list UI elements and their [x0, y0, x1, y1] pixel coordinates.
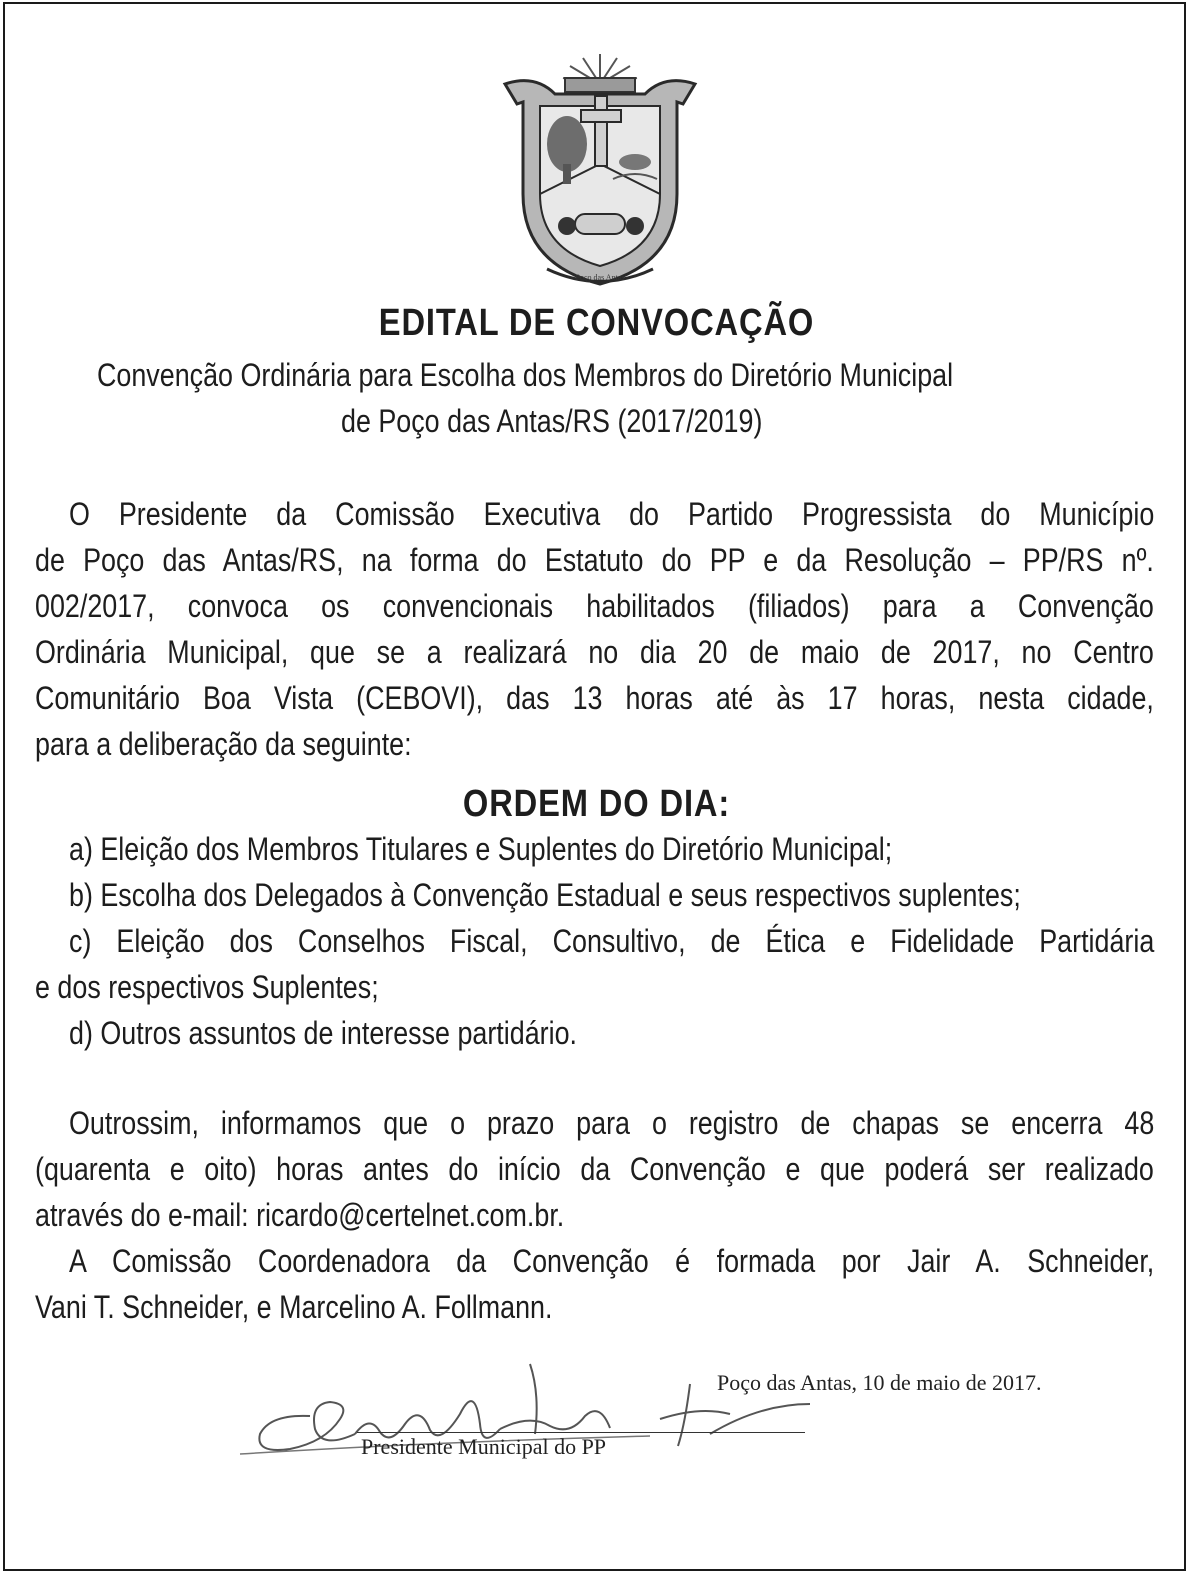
- place-date: Poço das Antas, 10 de maio de 2017.: [717, 1370, 1042, 1395]
- notice-frame: [3, 2, 1186, 1571]
- notice-line: através do e-mail: ricardo@certelnet.com.br.: [35, 1197, 565, 1233]
- agenda-item: a) Eleição dos Membros Titulares e Suplentes do Diretório Municipal;: [69, 831, 893, 867]
- agenda-item: e dos respectivos Suplentes;: [35, 969, 379, 1005]
- notice-line: (quarenta e oito) horas antes do início da Convenção e que poderá ser realizado: [35, 1151, 1154, 1187]
- notice-line: Outrossim, informamos que o prazo para o registro de chapas se encerra 48: [69, 1105, 1155, 1141]
- intro-line: 002/2017, convoca os convencionais habilitados (filiados) para a Convenção: [35, 588, 1154, 624]
- intro-line: O Presidente da Comissão Executiva do Partido Progressista do Município: [69, 496, 1155, 532]
- notice-title: EDITAL DE CONVOCAÇÃO: [378, 302, 815, 344]
- subtitle-line-2: de Poço das Antas/RS (2017/2019): [341, 403, 763, 439]
- subtitle-line-1: Convenção Ordinária para Escolha dos Membros do Diretório Municipal: [97, 357, 954, 393]
- committee-line: Vani T. Schneider, e Marcelino A. Follmann.: [35, 1289, 553, 1325]
- municipal-coat-of-arms: [495, 44, 705, 294]
- agenda-item: c) Eleição dos Conselhos Fiscal, Consultivo, de Ética e Fidelidade Partidária: [69, 923, 1155, 959]
- signature-line: [357, 1432, 805, 1433]
- intro-line: de Poço das Antas/RS, na forma do Estatuto do PP e da Resolução – PP/RS nº.: [35, 542, 1154, 578]
- committee-line: A Comissão Coordenadora da Convenção é formada por Jair A. Schneider,: [69, 1243, 1155, 1279]
- crest-inscription: Poço das Antas: [575, 273, 625, 282]
- intro-line: Ordinária Municipal, que se a realizará no dia 20 de maio de 2017, no Centro: [35, 634, 1154, 670]
- agenda-heading: ORDEM DO DIA:: [462, 783, 731, 825]
- intro-line: para a deliberação da seguinte:: [35, 726, 412, 762]
- agenda-item: b) Escolha dos Delegados à Convenção Estadual e seus respectivos suplentes;: [69, 877, 1021, 913]
- agenda-item: d) Outros assuntos de interesse partidário.: [69, 1015, 577, 1051]
- signatory-role: Presidente Municipal do PP: [361, 1434, 607, 1459]
- intro-line: Comunitário Boa Vista (CEBOVI), das 13 horas até às 17 horas, nesta cidade,: [35, 680, 1154, 716]
